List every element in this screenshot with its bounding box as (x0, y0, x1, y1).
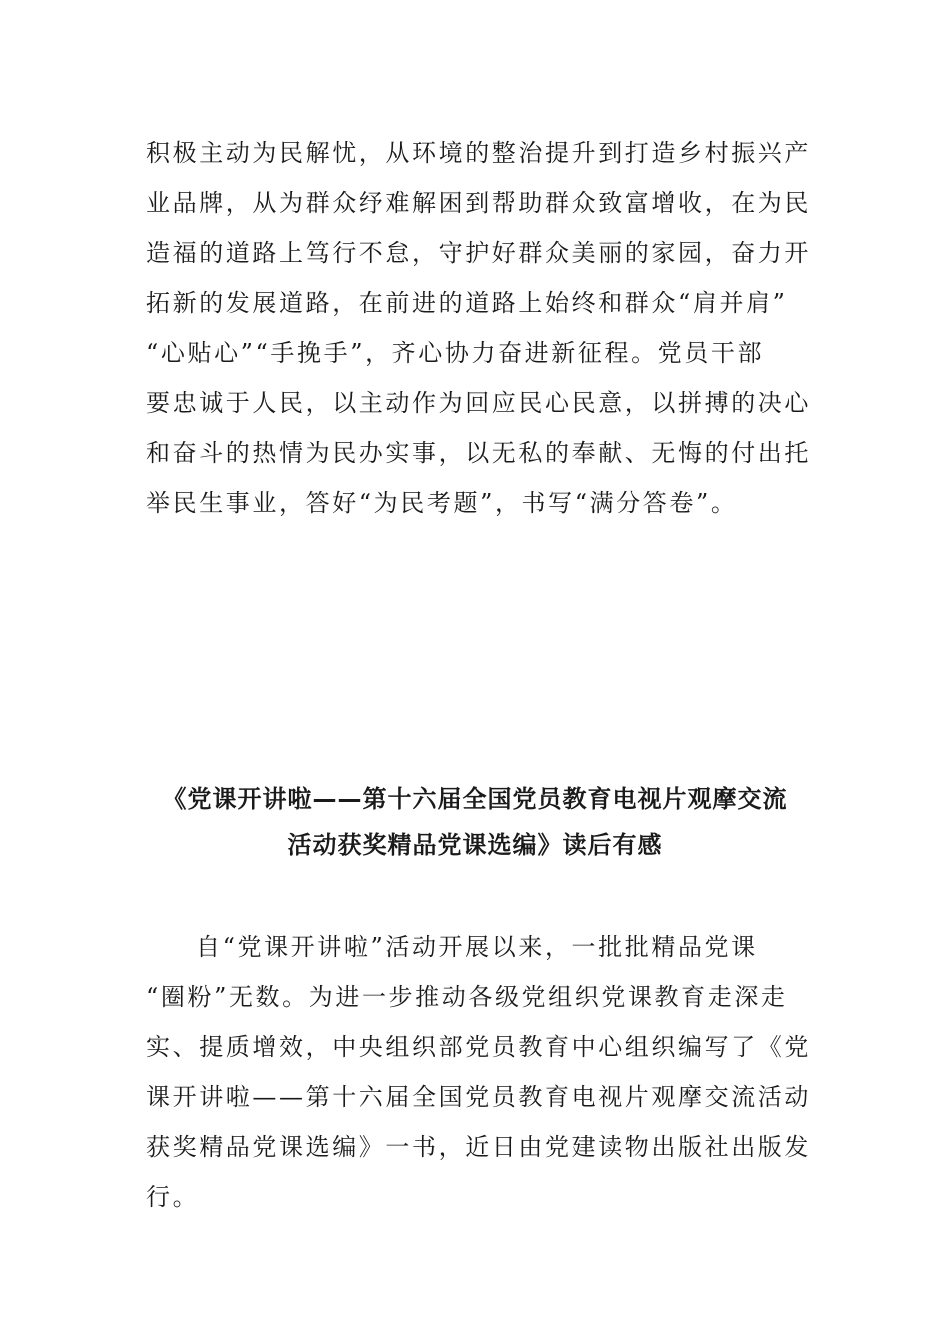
text-line: 积极主动为民解忧，从环境的整治提升到打造乡村振兴产 (146, 139, 811, 167)
text-line: 课开讲啦——第十六届全国党员教育电视片观摩交流活动 (146, 1083, 811, 1111)
article-title (120, 776, 830, 868)
text-line: 业品牌，从为群众纾难解困到帮助群众致富增收，在为民 (146, 189, 811, 217)
text-line: 造福的道路上笃行不怠，守护好群众美丽的家园，奋力开 (146, 239, 811, 267)
text-line: 行。 (146, 1183, 200, 1211)
paragraph-continued (146, 128, 811, 528)
text-line: 举民生事业，答好“为民考题”，书写“满分答卷”。 (146, 489, 738, 517)
paragraph-intro (146, 922, 811, 1222)
text-line: 和奋斗的热情为民办实事，以无私的奉献、无悔的付出托 (146, 439, 811, 467)
title-line: 活动获奖精品党课选编》读后有感 (287, 831, 663, 859)
text-line: “心贴心”“手挽手”，齐心协力奋进新征程。党员干部 (146, 339, 765, 367)
title-line: 《党课开讲啦——第十六届全国党员教育电视片观摩交流 (162, 785, 788, 813)
text-line: 自“党课开讲啦”活动开展以来，一批批精品党课 (196, 933, 758, 961)
text-line: 获奖精品党课选编》一书，近日由党建读物出版社出版发 (146, 1133, 811, 1161)
text-line: 要忠诚于人民，以主动作为回应民心民意，以拼搏的决心 (146, 389, 811, 417)
text-line: “圈粉”无数。为进一步推动各级党组织党课教育走深走 (146, 983, 788, 1011)
text-line: 实、提质增效，中央组织部党员教育中心组织编写了《党 (146, 1033, 811, 1061)
text-line: 拓新的发展道路，在前进的道路上始终和群众“肩并肩” (146, 289, 788, 317)
